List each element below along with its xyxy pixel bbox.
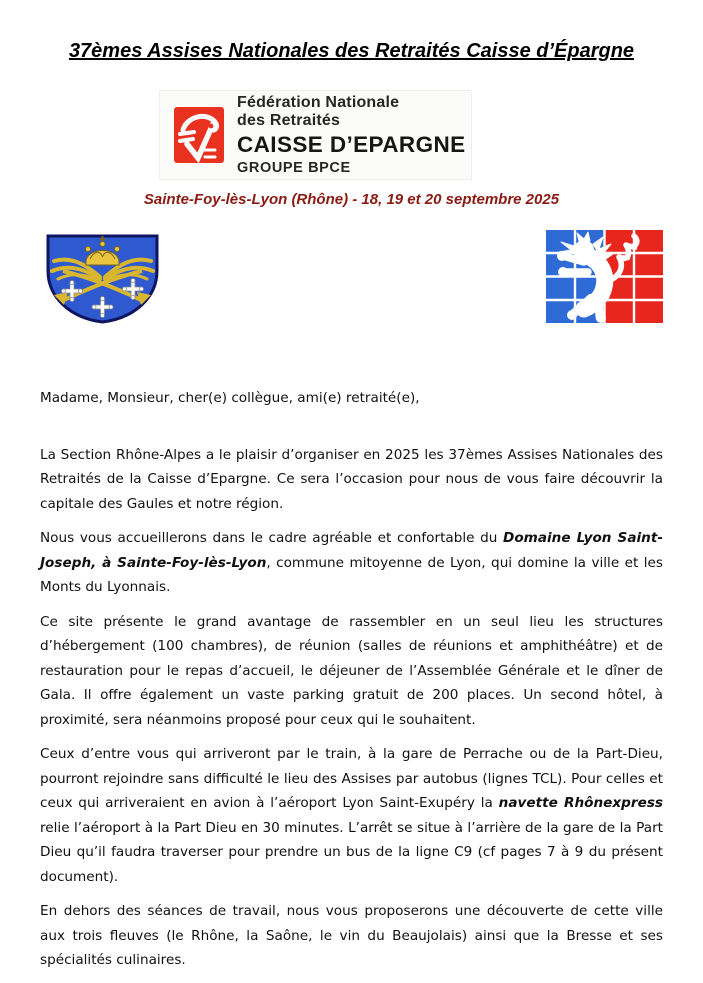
logo-federation-line2: des Retraités: [237, 111, 341, 129]
shuttle-name-emphasis: navette Rhônexpress: [498, 795, 663, 811]
sainte-foy-coat-of-arms-icon: [42, 231, 163, 327]
greeting: Madame, Monsieur, cher(e) collègue, ami(e) retraité(e),: [40, 390, 420, 406]
paragraph-4-text: Ceux d’entre vous qui arriveront par le train, à la gare de Perrache ou de la Part-Dieu, pourront rejoindre sans difficulté le lieu des Assises par autobus (lignes TCL). Pour celles et ceux qui arriveraient en avion à l’aéroport Lyon Saint-Exupéry la: [40, 746, 663, 811]
letter-body: [40, 386, 663, 983]
paragraph-2-text: Nous vous accueillerons dans le cadre agréable et confortable du: [40, 530, 504, 546]
event-location-date: Sainte-Foy-lès-Lyon (Rhône) - 18, 19 et 20 septembre 2025: [143, 191, 560, 208]
logo-groupe-bpce: GROUPE BPCE: [237, 159, 351, 176]
paragraph-3: Ce site présente le grand avantage de rassembler en un seul lieu les structures d’hébergement (100 chambres), de réunion (salles de réunions et amphithéâtre) et de restauration pour le repas d’accueil, le déjeuner de l’Assemblée Générale et le dîner de Gala. Il offre également un vaste parking gratuit de 200 places. Un second hôtel, à proximité, sera néanmoins proposé pour ceux qui le souhaitent.: [40, 613, 663, 728]
paragraph-1: La Section Rhône-Alpes a le plaisir d’organiser en 2025 les 37èmes Assises Nationales des Retraités de la Caisse d’Epargne. Ce sera l’occasion pour nous de vous faire découvrir la capitale des Gaules et notre région.: [40, 446, 663, 512]
squirrel-icon: [173, 106, 225, 164]
paragraph-4-text-end: relie l’aéroport à la Part Dieu en 30 minutes. L’arrêt se situe à l’arrière de la gare de la Part Dieu qu’il faudra traverser pour prendre un bus de la ligne C9 (cf pages 7 à 9 du présent document).: [40, 819, 663, 885]
paragraph-2-text-end: , commune mitoyenne de Lyon, qui domine la ville et les Monts du Lyonnais.: [40, 554, 663, 595]
page-title: 37èmes Assises Nationales des Retraités Caisse d’Épargne: [68, 40, 635, 62]
paragraph-4: [40, 742, 663, 889]
venue-name-emphasis: Domaine Lyon Saint-Joseph, à Sainte-Foy-lès-Lyon: [40, 530, 663, 571]
paragraph-2: [40, 526, 663, 600]
logo-caisse-epargne: CAISSE D’EPARGNE: [237, 131, 466, 157]
lyon-metropole-lion-icon: [546, 230, 663, 323]
paragraph-5: En dehors des séances de travail, nous vous proposerons une découverte de cette ville aux trois fleuves (le Rhône, la Saône, le vin du Beaujolais) ainsi que la Bresse et ses spécialités culinaires.: [40, 903, 663, 968]
federation-logo: [159, 90, 472, 180]
logo-federation-line1: Fédération Nationale: [237, 93, 400, 111]
federation-logo-text: [237, 94, 466, 176]
